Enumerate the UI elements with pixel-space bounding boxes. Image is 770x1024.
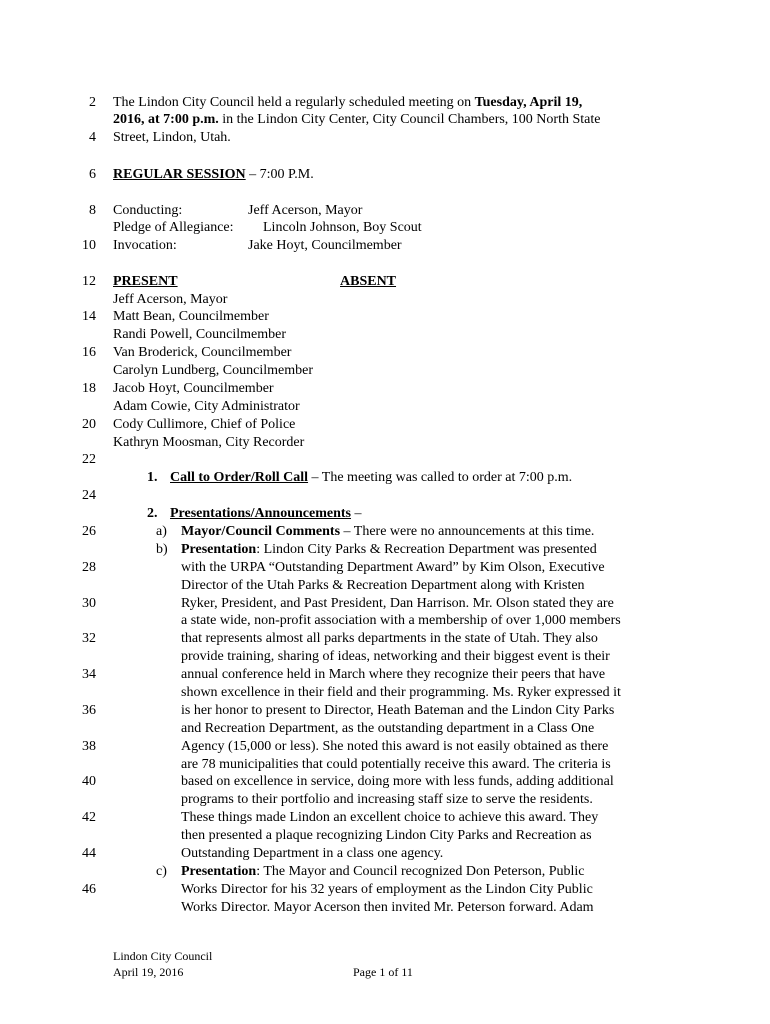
sub-c-line: Works Director. Mayor Acerson then invited Mr. Peterson forward. Adam (181, 900, 594, 915)
sub-a-letter: a) (156, 524, 167, 539)
item-2-heading: Presentations/Announcements – (170, 506, 362, 521)
line-number: 24 (82, 488, 96, 503)
sub-b-letter: b) (156, 542, 168, 557)
role-label: Invocation: (113, 238, 177, 253)
attendee: Jacob Hoyt, Councilmember (113, 381, 274, 396)
attendee: Carolyn Lundberg, Councilmember (113, 363, 313, 378)
sub-b-line: programs to their portfolio and increasing staff size to serve the residents. (181, 792, 593, 807)
sub-b-line: Agency (15,000 or less). She noted this award is not easily obtained as there (181, 739, 609, 754)
item-2-number: 2. (147, 506, 158, 521)
attendee: Adam Cowie, City Administrator (113, 399, 300, 414)
line-number: 22 (82, 452, 96, 467)
sub-b-line: that represents almost all parks departments in the state of Utah. They also (181, 631, 598, 646)
line-number: 8 (89, 203, 96, 218)
line-number: 28 (82, 560, 96, 575)
line-number: 40 (82, 774, 96, 789)
line-number: 38 (82, 739, 96, 754)
sub-c-first-line: Presentation: The Mayor and Council recognized Don Peterson, Public (181, 864, 585, 879)
sub-a-text: Mayor/Council Comments – There were no announcements at this time. (181, 524, 595, 539)
sub-b-line: Director of the Utah Parks & Recreation Department along with Kristen (181, 578, 585, 593)
sub-b-line: Ryker, President, and Past President, Dan Harrison. Mr. Olson stated they are (181, 596, 614, 611)
sub-b-line: with the URPA “Outstanding Department Award” by Kim Olson, Executive (181, 560, 605, 575)
line-number: 42 (82, 810, 96, 825)
line-number: 18 (82, 381, 96, 396)
line-number: 46 (82, 882, 96, 897)
line-number: 26 (82, 524, 96, 539)
sub-b-line: These things made Lindon an excellent choice to achieve this award. They (181, 810, 599, 825)
line-number: 6 (89, 167, 96, 182)
item-1-text: Call to Order/Roll Call – The meeting was called to order at 7:00 p.m. (170, 470, 573, 485)
line-number: 16 (82, 345, 96, 360)
intro-line-2: 2016, at 7:00 p.m. in the Lindon City Center, City Council Chambers, 100 North State (113, 112, 601, 127)
page-number: Page 1 of 11 (353, 965, 413, 979)
sub-b-line: annual conference held in March where they recognize their peers that have (181, 667, 606, 682)
footer-title: Lindon City Council (113, 949, 213, 963)
sub-b-line: and Recreation Department, as the outstanding department in a Class One (181, 721, 595, 736)
sub-b-line: then presented a plaque recognizing Lindon City Parks and Recreation as (181, 828, 592, 843)
sub-b-line: shown excellence in their field and their programming. Ms. Ryker expressed it (181, 685, 621, 700)
line-number: 10 (82, 238, 96, 253)
role-label: Conducting: (113, 203, 183, 218)
line-number: 2 (89, 95, 96, 110)
role-person: Jake Hoyt, Councilmember (248, 238, 402, 253)
sub-b-line: provide training, sharing of ideas, networking and their biggest event is their (181, 649, 610, 664)
sub-b-line: are 78 municipalities that could potentially receive this award. The criteria is (181, 757, 611, 772)
sub-b-line: Outstanding Department in a class one agency. (181, 846, 444, 861)
attendee: Kathryn Moosman, City Recorder (113, 435, 305, 450)
absent-heading: ABSENT (340, 274, 397, 289)
line-number: 44 (82, 846, 96, 861)
attendee: Cody Cullimore, Chief of Police (113, 417, 296, 432)
attendee: Randi Powell, Councilmember (113, 327, 287, 342)
attendee: Jeff Acerson, Mayor (113, 292, 228, 307)
line-number: 30 (82, 596, 96, 611)
line-number: 4 (89, 130, 96, 145)
present-heading: PRESENT (113, 274, 178, 289)
line-number: 36 (82, 703, 96, 718)
attendee: Matt Bean, Councilmember (113, 309, 269, 324)
item-1-number: 1. (147, 470, 158, 485)
role-person: Lincoln Johnson, Boy Scout (263, 220, 422, 235)
line-number: 32 (82, 631, 96, 646)
line-number: 34 (82, 667, 96, 682)
session-heading: REGULAR SESSION – 7:00 P.M. (113, 167, 314, 182)
line-number: 20 (82, 417, 96, 432)
footer-date: April 19, 2016 (113, 965, 184, 979)
line-number: 12 (82, 274, 96, 289)
role-label: Pledge of Allegiance: (113, 220, 234, 235)
intro-line-1: The Lindon City Council held a regularly scheduled meeting on Tuesday, April 19, (113, 95, 583, 110)
intro-line-3: Street, Lindon, Utah. (113, 130, 231, 145)
attendee: Van Broderick, Councilmember (113, 345, 292, 360)
line-number: 14 (82, 309, 96, 324)
role-person: Jeff Acerson, Mayor (248, 203, 363, 218)
sub-c-letter: c) (156, 864, 167, 879)
sub-c-line: Works Director for his 32 years of employment as the Lindon City Public (181, 882, 593, 897)
sub-b-first-line: Presentation: Lindon City Parks & Recreation Department was presented (181, 542, 597, 557)
sub-b-line: is her honor to present to Director, Heath Bateman and the Lindon City Parks (181, 703, 615, 718)
sub-b-line: a state wide, non-profit association with a membership of over 1,000 members (181, 613, 621, 628)
sub-b-line: based on excellence in service, doing more with less funds, adding additional (181, 774, 614, 789)
